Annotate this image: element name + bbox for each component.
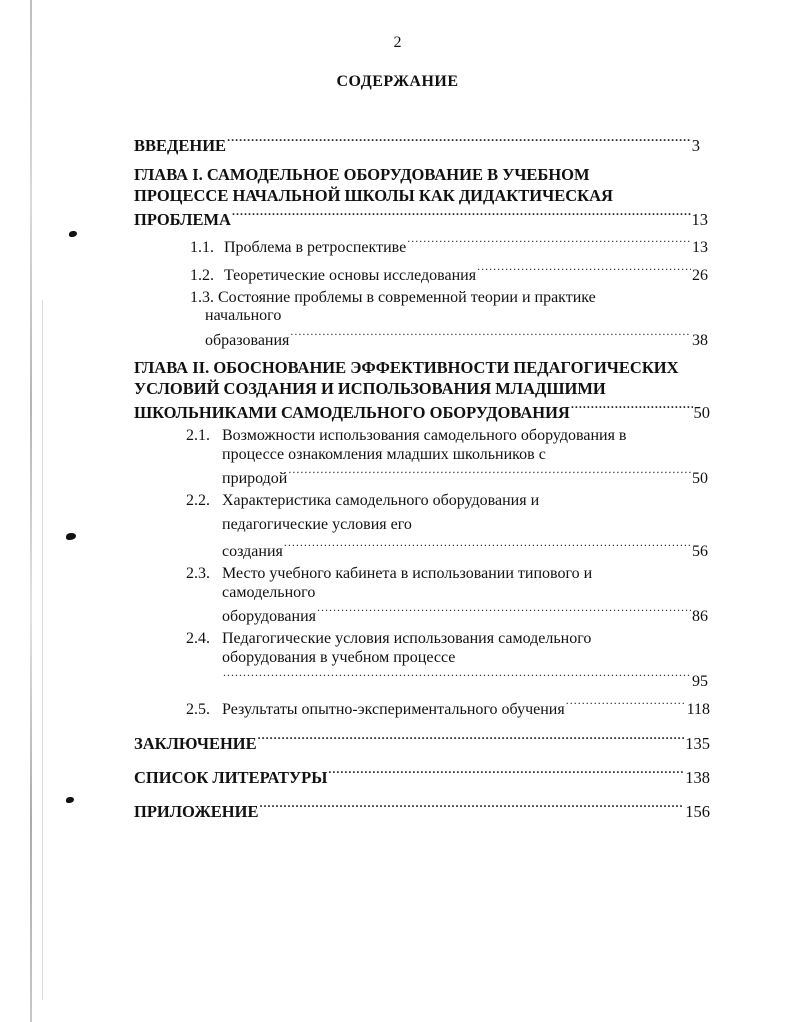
toc-entry-page: 138 [685, 768, 710, 787]
section-number: 1.1. [190, 239, 214, 256]
toc-entry-section-2-1[interactable] [222, 463, 708, 489]
section-2-3-line-2: самодельного [222, 584, 316, 601]
section-2-2-line-2: педагогические условия его [222, 516, 412, 533]
toc-entry-page: 50 [693, 403, 710, 422]
section-title: образования [205, 332, 290, 349]
toc-entry-page: 50 [692, 470, 708, 487]
toc-entry-label: СПИСОК ЛИТЕРАТУРЫ [134, 768, 328, 787]
dot-leader [227, 131, 691, 151]
dot-leader [232, 205, 691, 225]
dot-leader [258, 729, 685, 749]
dot-leader [477, 260, 691, 280]
page-title: СОДЕРЖАНИЕ [336, 73, 459, 90]
toc-entry-page: 3 [691, 136, 700, 155]
chapter-1-title-line-2: ПРОЦЕССЕ НАЧАЛЬНОЙ ШКОЛЫ КАК ДИДАКТИЧЕСКАЯ [134, 186, 613, 205]
chapter-2-title-line-1: ГЛАВА II. ОБОСНОВАНИЕ ЭФФЕКТИВНОСТИ ПЕДАГОГИЧЕСКИХ [134, 358, 679, 377]
toc-entry-page: 13 [691, 210, 708, 229]
toc-entry-page: 135 [685, 734, 710, 753]
toc-entry-label: ПРОБЛЕМА [134, 210, 231, 229]
toc-entry-section-1-2[interactable] [190, 260, 708, 286]
section-title: Теоретические основы исследования [224, 267, 477, 284]
toc-entry-page: 13 [692, 239, 708, 256]
section-2-4-line-2: оборудования в учебном процессе [222, 649, 456, 666]
dot-leader [328, 763, 684, 783]
dot-leader [259, 797, 684, 817]
toc-entry-intro[interactable] [134, 131, 700, 156]
section-title: оборудования [222, 608, 316, 625]
section-number: 2.2. [186, 492, 210, 509]
toc-entry-page: 118 [686, 701, 710, 718]
section-number: 2.1. [186, 427, 210, 444]
section-title: Результаты опытно-экспериментального обучения [222, 701, 565, 718]
toc-entry-section-2-5[interactable] [186, 694, 710, 720]
toc-entry-section-1-3[interactable] [205, 325, 708, 351]
section-number: 2.5. [186, 701, 210, 718]
toc-entry-section-2-3[interactable] [222, 601, 708, 627]
dot-leader [317, 601, 691, 621]
toc-entry-appendix[interactable] [134, 797, 710, 822]
toc-entry-chapter-1[interactable] [134, 205, 708, 230]
toc-entry-page: 56 [692, 543, 708, 560]
dot-leader [288, 463, 691, 483]
toc-entry-section-1-1[interactable] [190, 232, 708, 258]
toc-entry-label: ПРИЛОЖЕНИЕ [134, 802, 259, 821]
section-title: природой [222, 470, 288, 487]
toc-entry-section-2-4[interactable] [222, 666, 708, 692]
section-title: создания [222, 543, 283, 560]
toc-entry-page: 38 [692, 332, 708, 349]
dot-leader [284, 536, 691, 556]
toc-entry-page: 156 [685, 802, 710, 821]
dot-leader [223, 666, 691, 686]
toc-entry-page: 86 [692, 608, 708, 625]
dot-leader [290, 325, 691, 345]
chapter-1-title-line-1: ГЛАВА I. САМОДЕЛЬНОЕ ОБОРУДОВАНИЕ В УЧЕБНОМ [134, 165, 590, 184]
dot-leader [571, 398, 693, 418]
section-number: 2.4. [186, 630, 210, 647]
toc-entry-label: ЗАКЛЮЧЕНИЕ [134, 734, 257, 753]
section-2-1-line-2: процессе ознакомления младших школьников с [222, 446, 546, 463]
toc-entry-page: 95 [692, 673, 708, 690]
toc-entry-conclusion[interactable] [134, 729, 710, 754]
section-2-4-line-1: Педагогические условия использования самодельного [222, 630, 592, 647]
toc-entry-page: 26 [692, 267, 708, 284]
toc-entry-chapter-2[interactable] [134, 398, 710, 423]
section-number: 2.3. [186, 565, 210, 582]
section-2-3-line-1: Место учебного кабинета в использовании типового и [222, 565, 593, 582]
chapter-2-title-line-2: УСЛОВИЙ СОЗДАНИЯ И ИСПОЛЬЗОВАНИЯ МЛАДШИМИ [134, 379, 606, 398]
toc-entry-bibliography[interactable] [134, 763, 710, 788]
dot-leader [566, 694, 686, 714]
section-number: 1.2. [190, 267, 214, 284]
section-1-3-line-2: начального [205, 307, 282, 324]
toc-entry-label: ВВЕДЕНИЕ [134, 136, 227, 155]
section-2-1-line-1: Возможности использования самодельного оборудования в [222, 427, 627, 444]
section-1-3-line-1: 1.3. Состояние проблемы в современной теории и практике [190, 289, 596, 306]
section-title: Проблема в ретроспективе [224, 239, 407, 256]
dot-leader [407, 232, 691, 252]
toc-entry-label: ШКОЛЬНИКАМИ САМОДЕЛЬНОГО ОБОРУДОВАНИЯ [134, 403, 570, 422]
section-2-2-line-1: Характеристика самодельного оборудования и [222, 492, 540, 509]
toc-entry-section-2-2[interactable] [222, 536, 708, 562]
page-number: 2 [393, 34, 402, 51]
